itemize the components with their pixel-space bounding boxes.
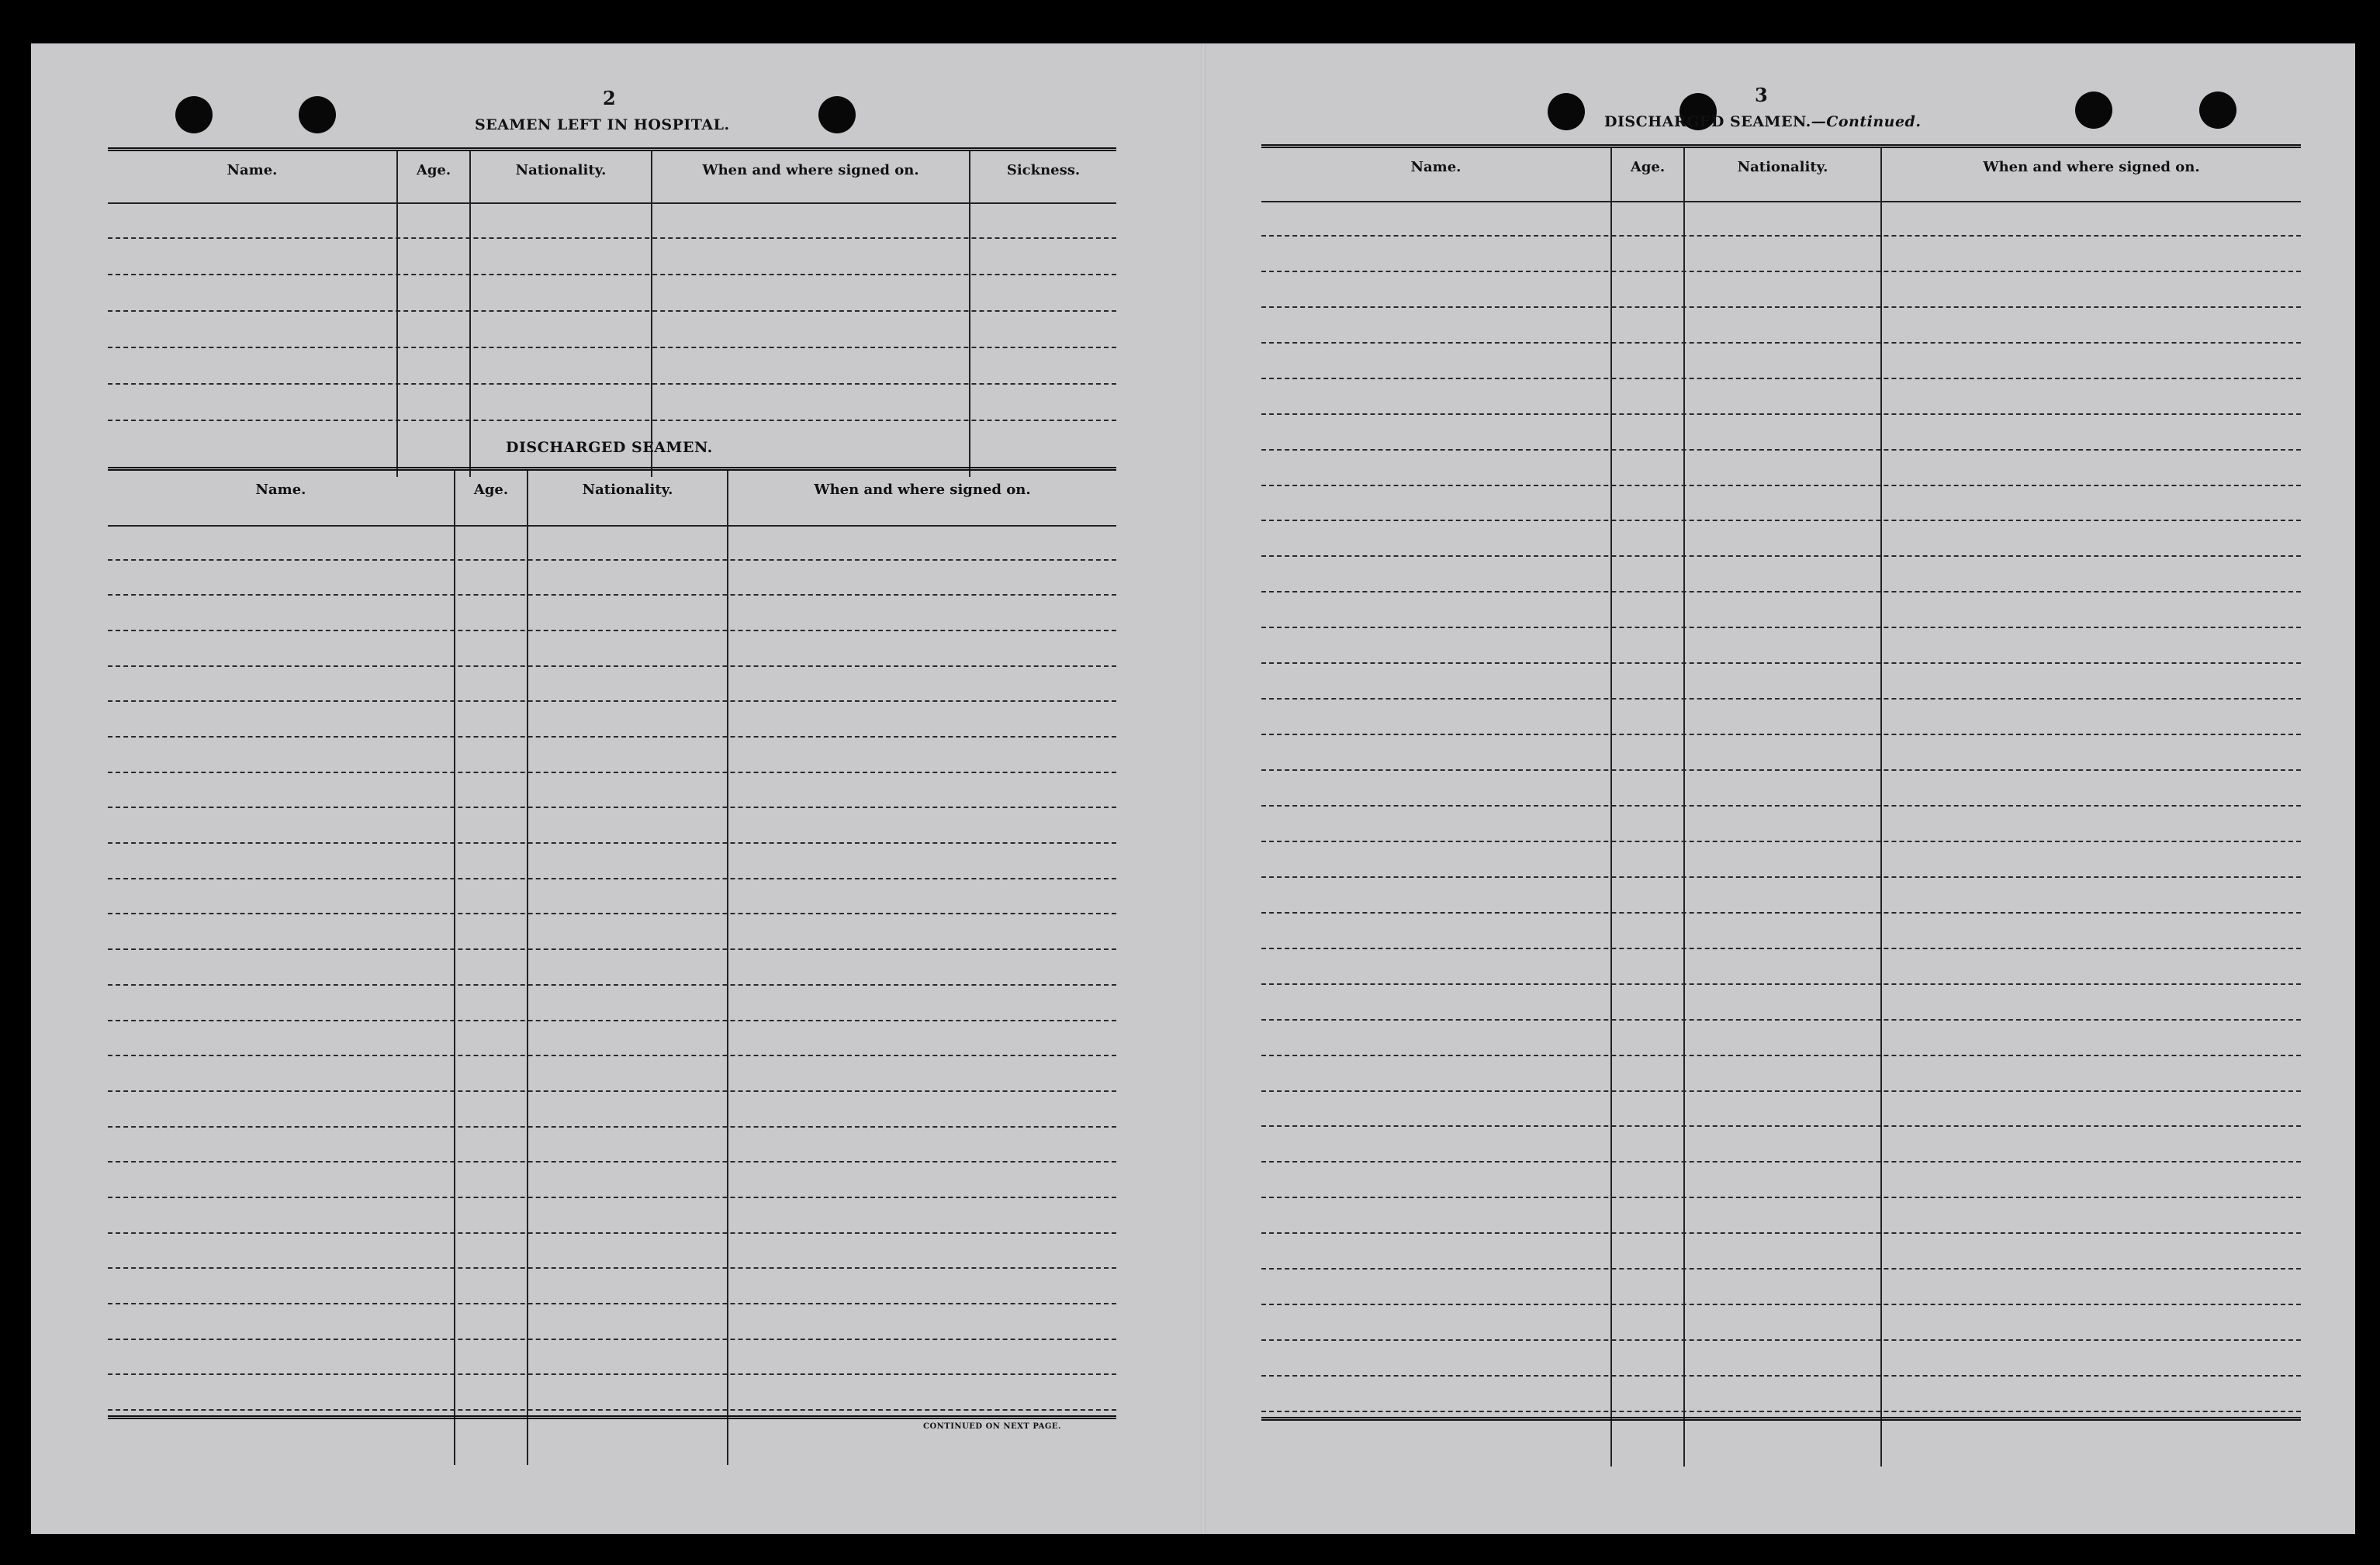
- column-divider: [469, 151, 471, 477]
- discharged-table: [108, 467, 1116, 1465]
- form-row-rule: [1261, 342, 2301, 344]
- column-divider: [396, 151, 398, 477]
- form-row-rule: [1261, 1161, 2301, 1163]
- form-row-rule: [1261, 805, 2301, 807]
- document-sheet: [31, 43, 2355, 1534]
- discharged-col-age: Age.: [473, 482, 509, 498]
- discharged-continued-title: DISCHARGED SEAMEN.—Continued.: [1604, 113, 1922, 130]
- form-row-rule: [1261, 555, 2301, 557]
- column-divider: [1880, 148, 1882, 1467]
- form-row-rule: [1261, 1125, 2301, 1127]
- form-row-rule: [1261, 520, 2301, 521]
- hospital-col-nationality: Nationality.: [515, 162, 607, 178]
- form-row-rule: [108, 237, 1116, 239]
- form-row-rule: [1261, 876, 2301, 878]
- column-divider: [727, 471, 728, 1465]
- form-row-rule: [1261, 378, 2301, 379]
- form-row-rule: [108, 383, 1116, 385]
- form-row-rule: [1261, 1019, 2301, 1021]
- form-row-rule: [108, 559, 1116, 561]
- hospital-table-header: [108, 151, 1116, 204]
- form-row-rule: [1261, 698, 2301, 700]
- form-row-rule: [108, 1267, 1116, 1269]
- form-row-rule: [1261, 1055, 2301, 1056]
- column-divider: [454, 471, 455, 1465]
- form-row-rule: [1261, 1304, 2301, 1305]
- form-row-rule: [1261, 485, 2301, 486]
- column-divider: [651, 151, 652, 477]
- discharged-section-title: DISCHARGED SEAMEN.: [506, 439, 713, 456]
- form-row-rule: [108, 1339, 1116, 1340]
- discharged-table-rows: [108, 525, 1116, 1411]
- form-row-rule: [1261, 1375, 2301, 1377]
- form-row-rule: [1261, 591, 2301, 592]
- form-row-rule: [108, 1055, 1116, 1056]
- form-row-rule: [1261, 235, 2301, 237]
- discharged-col-nationality: Nationality.: [582, 482, 673, 498]
- form-row-rule: [108, 736, 1116, 738]
- continued-col-when-where: When and where signed on.: [1983, 159, 2200, 175]
- page-number-left: 2: [603, 87, 616, 109]
- form-row-rule: [1261, 1268, 2301, 1270]
- continued-col-name: Name.: [1410, 159, 1462, 175]
- form-row-rule: [108, 1020, 1116, 1021]
- form-row-rule: [1261, 912, 2301, 914]
- form-row-rule: [108, 984, 1116, 986]
- form-row-rule: [1261, 306, 2301, 308]
- form-row-rule: [108, 1161, 1116, 1163]
- punch-hole: [1548, 93, 1585, 130]
- form-row-rule: [1261, 841, 2301, 842]
- form-row-rule: [1261, 1339, 2301, 1341]
- discharged-continued-table: [1261, 144, 2301, 1467]
- form-row-rule: [108, 1232, 1116, 1234]
- hospital-col-sickness: Sickness.: [1006, 162, 1081, 178]
- discharged-continued-rows: [1261, 201, 2301, 1412]
- form-row-rule: [1261, 769, 2301, 771]
- hospital-col-when-where: When and where signed on.: [702, 162, 919, 178]
- form-row-rule: [1261, 449, 2301, 451]
- form-row-rule: [108, 310, 1116, 312]
- form-row-rule: [108, 274, 1116, 275]
- column-divider: [1683, 148, 1685, 1467]
- form-row-rule: [1261, 734, 2301, 735]
- page-fold: [1201, 43, 1206, 1534]
- form-row-rule: [108, 842, 1116, 844]
- form-row-rule: [108, 1373, 1116, 1375]
- form-row-rule: [108, 1090, 1116, 1092]
- hospital-section-title: SEAMEN LEFT IN HOSPITAL.: [475, 116, 730, 133]
- discharged-col-when-where: When and where signed on.: [814, 482, 1031, 498]
- punch-hole: [299, 96, 336, 133]
- form-row-rule: [1261, 627, 2301, 628]
- form-row-rule: [108, 420, 1116, 421]
- column-divider: [1610, 148, 1612, 1467]
- form-row-rule: [108, 665, 1116, 667]
- form-row-rule: [108, 772, 1116, 773]
- form-row-rule: [108, 1409, 1116, 1411]
- form-row-rule: [1261, 413, 2301, 415]
- table-bottom-rule: [108, 1415, 1116, 1419]
- punch-hole: [2075, 92, 2112, 129]
- form-row-rule: [1261, 1197, 2301, 1198]
- form-row-rule: [1261, 948, 2301, 949]
- form-row-rule: [108, 700, 1116, 702]
- column-divider: [527, 471, 528, 1465]
- hospital-table: [108, 147, 1116, 477]
- column-divider: [969, 151, 970, 477]
- form-row-rule: [1261, 271, 2301, 272]
- form-row-rule: [108, 807, 1116, 808]
- form-row-rule: [108, 347, 1116, 348]
- hospital-col-name: Name.: [227, 162, 278, 178]
- discharged-col-name: Name.: [255, 482, 306, 498]
- continued-note: CONTINUED ON NEXT PAGE.: [923, 1422, 1062, 1431]
- form-row-rule: [1261, 1232, 2301, 1234]
- discharged-table-header: [108, 471, 1116, 527]
- continued-col-nationality: Nationality.: [1737, 159, 1828, 175]
- page-number-right: 3: [1755, 84, 1768, 106]
- hospital-col-age: Age.: [416, 162, 451, 178]
- punch-hole: [2199, 92, 2236, 129]
- form-row-rule: [108, 1303, 1116, 1304]
- hospital-table-rows: [108, 202, 1116, 421]
- continued-col-age: Age.: [1630, 159, 1666, 175]
- punch-hole: [175, 96, 213, 133]
- form-row-rule: [1261, 983, 2301, 985]
- form-row-rule: [108, 630, 1116, 631]
- form-row-rule: [108, 913, 1116, 914]
- form-row-rule: [108, 948, 1116, 950]
- form-row-rule: [108, 878, 1116, 879]
- form-row-rule: [108, 1197, 1116, 1198]
- table-bottom-rule: [1261, 1417, 2301, 1421]
- punch-hole: [818, 96, 856, 133]
- discharged-continued-header: [1261, 148, 2301, 202]
- form-row-rule: [1261, 1090, 2301, 1092]
- form-row-rule: [108, 1126, 1116, 1128]
- form-row-rule: [108, 594, 1116, 596]
- form-row-rule: [1261, 1411, 2301, 1412]
- form-row-rule: [1261, 662, 2301, 664]
